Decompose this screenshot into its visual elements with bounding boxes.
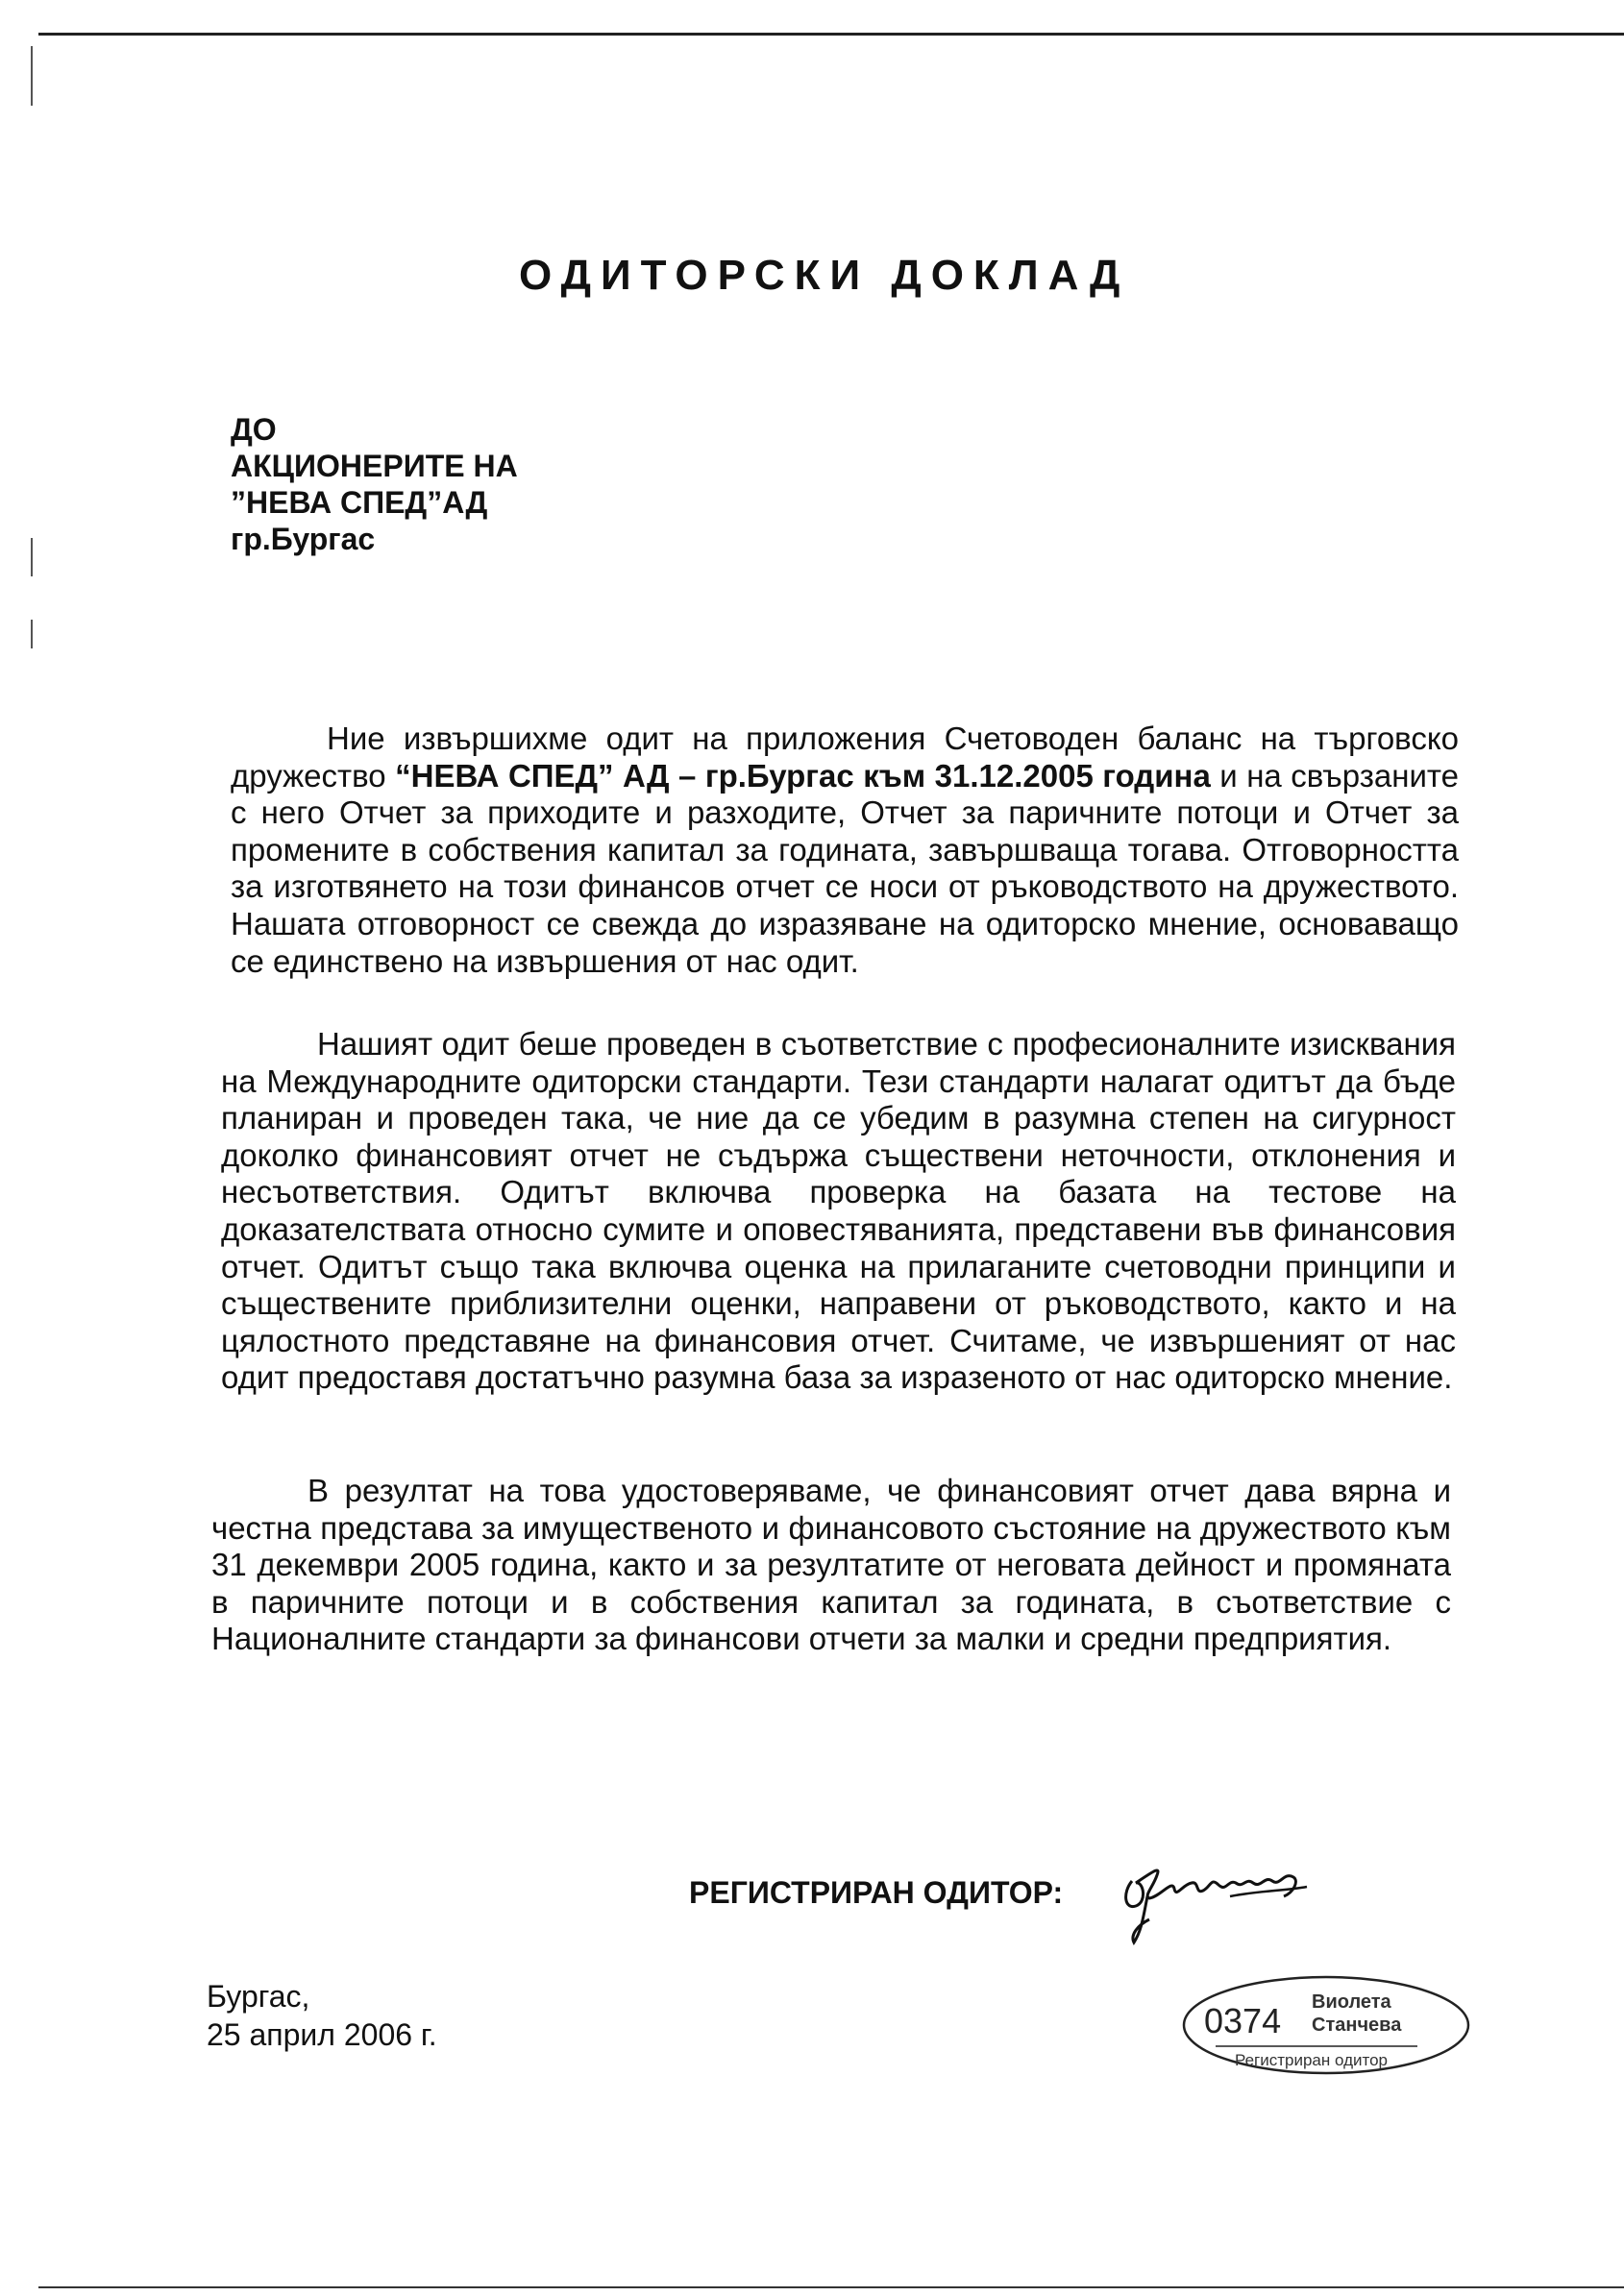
company-bold-text: “НЕВА СПЕД” АД – гр.Бургас към 31.12.2005 година	[395, 757, 1211, 794]
registered-auditor-label: РЕГИСТРИРАН ОДИТОР:	[689, 1875, 1064, 1910]
stamp-name-line: Станчева	[1312, 2015, 1402, 2036]
addressee-line: ”НЕВА СПЕД”АД	[231, 485, 488, 520]
paragraph-audit-standards	[221, 1026, 1456, 1397]
place-date-block	[207, 1977, 437, 2054]
handwritten-signature	[1115, 1843, 1316, 1948]
place-text: Бургас,	[207, 1979, 310, 2014]
paragraph-text: Нашият одит беше проведен в съответствие с професионалните изисквания на Международните одиторски стандарти. Тези стандарти налагат одитът да бъде планиран и проведен така, че ние да се убедим в разумна степен на сигурност доколко финансовият отчет не съдържа съществени неточности, отклонения и несъответствия. Одитът включва проверка на базата на тестове на доказателствата относно сумите и оповестяванията, представени във финансовия отчет. Одитът също така включва оценка на прилаганите счетоводни принципи и съществените приблизителни оценки, направени от ръководството, както и на цялостното представяне на финансовия отчет. Считаме, че извършеният от нас одит предоставя достатъчно разумна база за изразеното от нас одиторско мнение.	[221, 1026, 1456, 1396]
scan-border-top	[38, 33, 1624, 36]
paragraph-text: Ние извършихме одит на приложения Счетоводен баланс на търговско дружество	[231, 721, 1459, 794]
addressee-block	[231, 411, 518, 557]
scan-border-bottom	[38, 2286, 1624, 2288]
auditor-stamp	[1177, 1969, 1475, 2085]
stamp-name-line: Виолета	[1312, 1991, 1391, 2013]
paragraph-text: В резултат на това удостоверяваме, че финансовият отчет дава вярна и честна представа за имущественото и финансовото състояние на дружеството към 31 декември 2005 година, както и за резултатите от неговата дейност и промяната в паричните потоци и в собствения капитал за годината, в съответствие с Националните стандарти за финансови отчети за малки и средни предприятия.	[211, 1473, 1451, 1657]
paragraph-text: и на свързаните с него Отчет за приходите и разходите, Отчет за паричните потоци и Отчет за промените в собствения капитал за годината, завършваща тогава. Отговорността за изготвянето на този финансов отчет се носи от ръководството на дружеството. Нашата отговорност се свежда до изразяване на одиторско мнение, основаващо се единствено на извършения от нас одит.	[231, 757, 1460, 979]
addressee-line: ДО	[231, 412, 277, 447]
scan-margin-mark	[31, 46, 33, 106]
paragraph-audit-scope	[231, 721, 1459, 980]
document-title: ОДИТОРСКИ ДОКЛАД	[519, 252, 1130, 299]
scan-margin-mark	[31, 620, 33, 648]
paragraph-audit-opinion	[211, 1473, 1451, 1658]
date-text: 25 април 2006 г.	[207, 2017, 437, 2052]
scan-margin-mark	[31, 538, 33, 576]
stamp-number: 0374	[1204, 2001, 1282, 2040]
addressee-line: АКЦИОНЕРИТЕ НА	[231, 449, 518, 483]
stamp-caption: Регистриран одитор	[1235, 2051, 1389, 2069]
addressee-line: гр.Бургас	[231, 522, 376, 556]
